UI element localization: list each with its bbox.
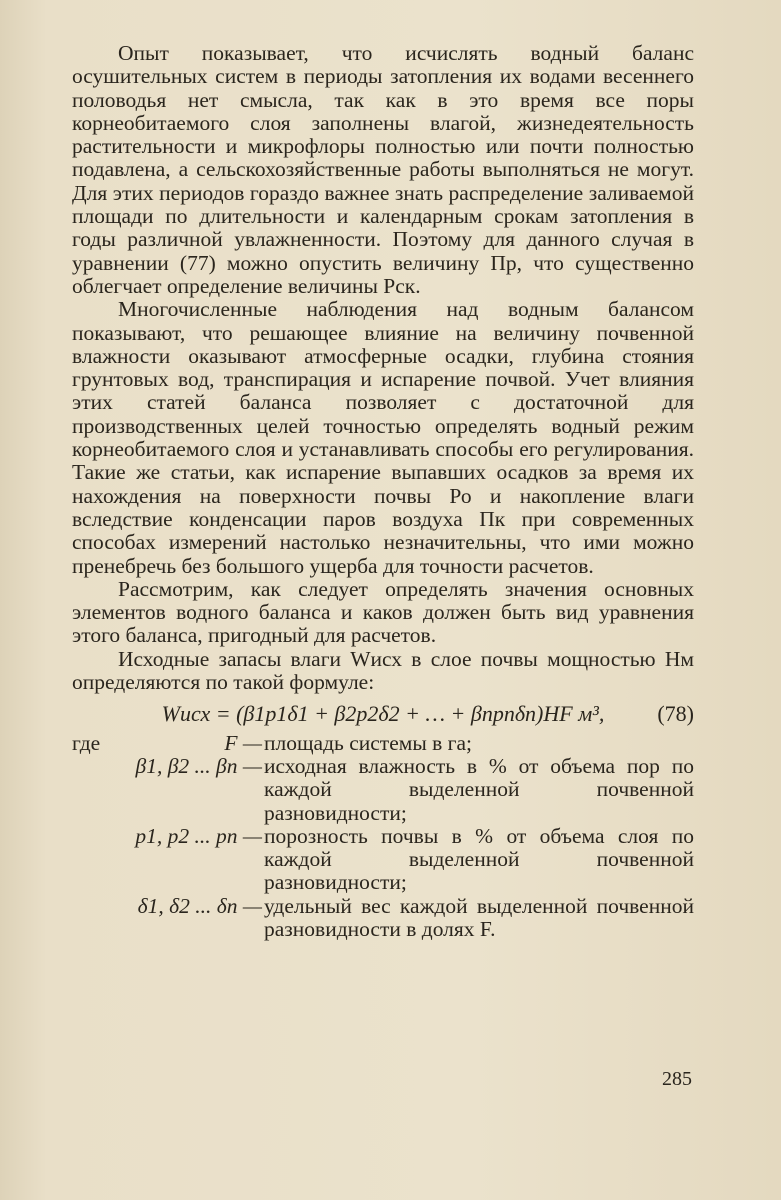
legend-symbol: β1, β2 ... βn — [135,753,262,778]
legend-symbol: F — [224,730,262,755]
legend-description: удельный вес каждой выделенной почвенной разновидности в долях F. [264,893,694,941]
legend-description: исходная влажность в % от объема пор по каждой выделенной почвенной разновидности; [264,753,694,825]
legend-row [72,825,694,895]
paragraph-1: Опыт показывает, что исчислять водный баланс осушительных систем в периоды затопления их водами весеннего половодья нет смысла, так как в это время все поры корнеобитаемого слоя заполнены влагой, жизнедеятельность растительности и микрофлоры полностью или почти полностью подавлена, а сельскохозяйственные работы выполняться не могут. Для этих периодов гораздо важнее знать распределение заливаемой площади по длительности и календарным срокам затопления в годы различной увлажненности. Поэтому для данного случая в уравнении (77) можно опустить величину Пр, что существенно облегчает определение величины Рск. [72,41,694,298]
legend-row [72,732,694,755]
formula-text: Wисх = (β1p1δ1 + β2p2δ2 + … + βnpnδn)HF м³, [161,701,605,727]
legend-description: порозность почвы в % от объема слоя по каждой выделенной почвенной разновидности; [264,823,694,895]
legend-where: где [72,730,101,755]
legend-description: площадь системы в га; [264,730,473,755]
legend-symbol: p1, p2 ... pn — [135,823,262,848]
legend-row [72,755,694,825]
page-number: 285 [662,1068,692,1090]
formula-legend [72,732,694,942]
paragraph-3: Рассмотрим, как следует определять значения основных элементов водного баланса и каков должен быть вид уравнения этого баланса, пригодный для расчетов. [72,576,694,648]
legend-row [72,895,694,942]
paragraph-4: Исходные запасы влаги Wисх в слое почвы мощностью Нм определяются по такой формуле: [72,646,694,695]
body-text [72,42,694,941]
legend-symbol: δ1, δ2 ... δn — [137,893,262,918]
formula-number: (78) [657,701,694,727]
formula-78 [72,702,694,725]
paragraph-2: Многочисленные наблюдения над водным балансом показывают, что решающее влияние на величину почвенной влажности оказывают атмосферные осадки, глубина стояния грунтовых вод, транспирация и испарение почвой. Учет влияния этих статей баланса позволяет с достаточной для производственных целей точностью определять водный режим корнеобитаемого слоя и устанавливать способы его регулирования. Такие же статьи, как испарение выпавших осадков за время их нахождения на поверхности почвы Ро и накопление влаги вследствие конденсации паров воздуха Пк при современных способах измерений настолько незначительны, что ими можно пренебречь без большого ущерба для точности расчетов. [72,297,694,578]
